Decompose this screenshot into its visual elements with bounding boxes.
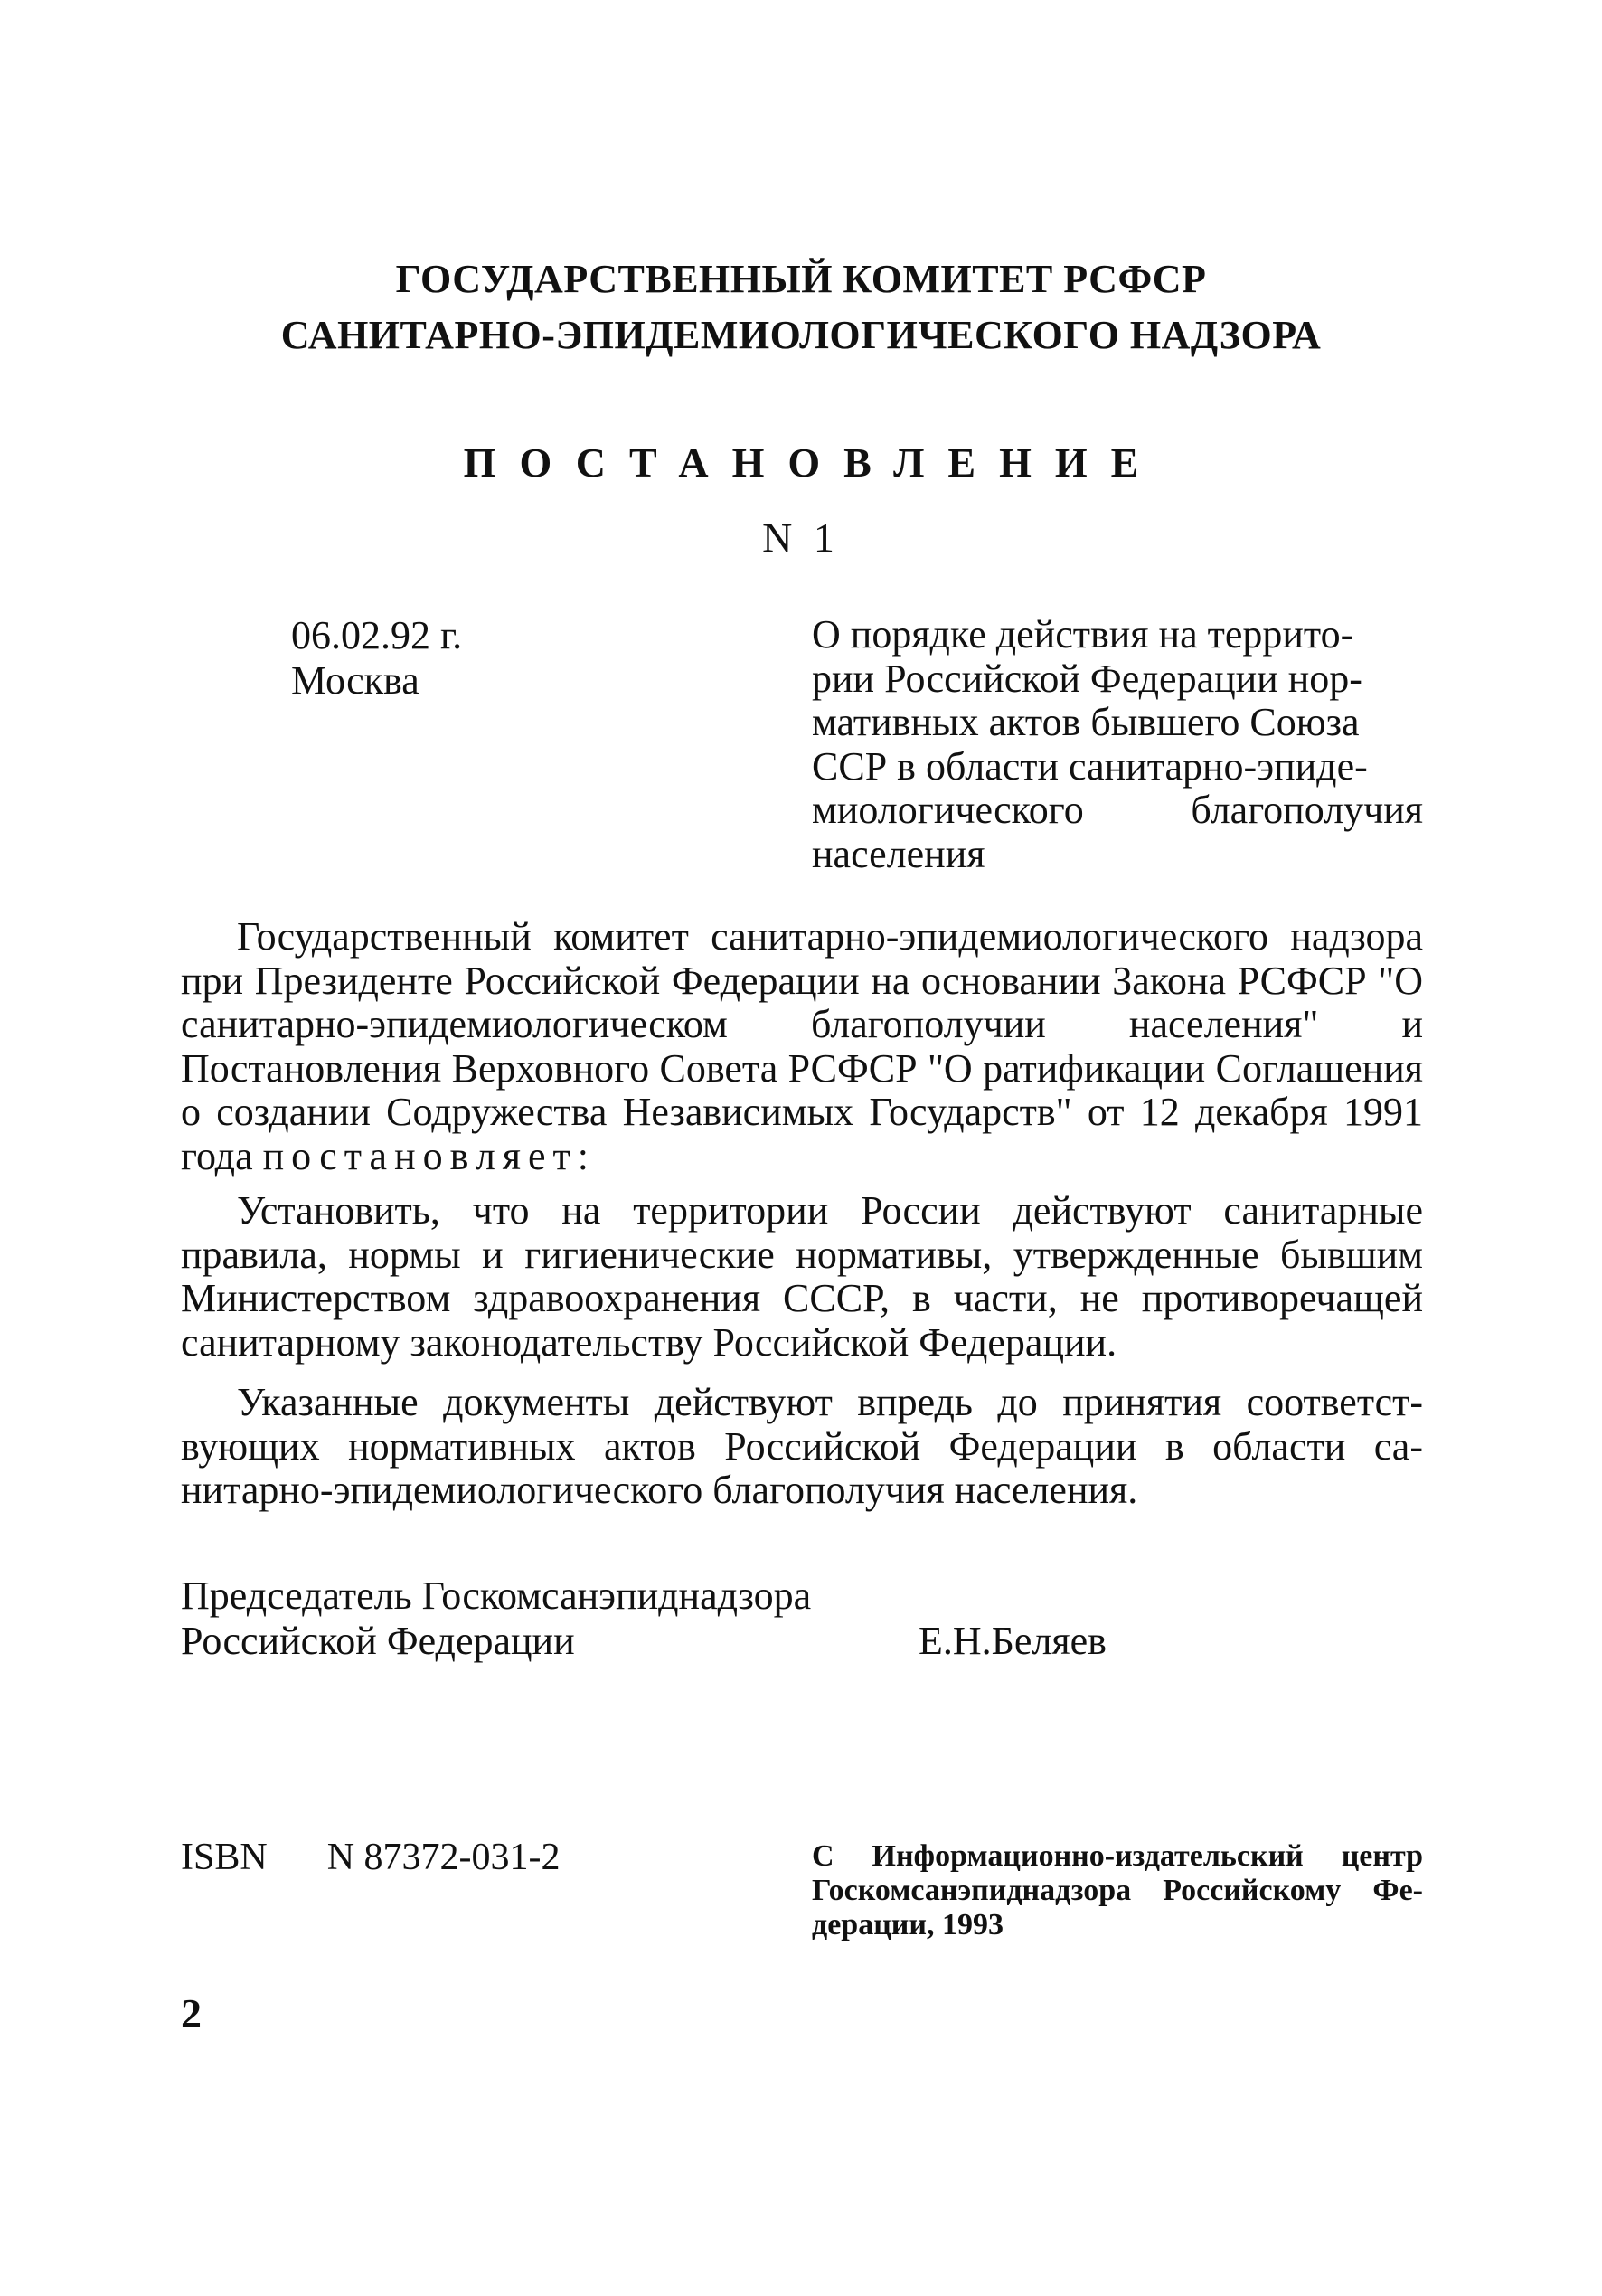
decree-word: постановляет: — [262, 1133, 596, 1178]
subject-line: О порядке действия на террито- — [812, 612, 1354, 657]
isbn-number: N 87372-031-2 — [326, 1837, 561, 1878]
copyright-notice: С Информационно-издательский центр Госкомсанэпиднадзора Российскому Федерации, 1993 — [812, 1839, 1423, 1942]
subject-line: населения — [812, 831, 985, 876]
body-paragraph-preamble — [181, 915, 1423, 1178]
body-paragraph: Указанные документы действуют впредь до принятия соответствующих нормативных актов Российской Федерации в области санитарно-эпидемиологического благополучия населения. — [181, 1380, 1423, 1512]
signature-title-line-1: Председатель Госкомсанэпиднадзора — [181, 1573, 812, 1618]
date-place-block — [291, 613, 462, 704]
organization-line-1: ГОСУДАРСТВЕННЫЙ КОМИТЕТ РСФСР — [395, 257, 1207, 301]
isbn-block — [181, 1836, 561, 1879]
document-body — [181, 915, 1423, 1529]
preamble-text: Государственный комитет санитарно-эпидемиологического надзора при Президенте Российской Федерации на основании Закона РСФСР "О санитарно-эпидемиологическом благополучии населения" и Постановления Верховного Совета РСФСР "О ратификации Соглашения о создании Содружества Независимых Государств" от 12 декабря 1991 года — [181, 914, 1423, 1178]
document-number: N 1 — [762, 515, 840, 561]
document-type-title: ПОСТАНОВЛЕНИЕ — [463, 439, 1163, 486]
organization-line-2: САНИТАРНО-ЭПИДЕМИОЛОГИЧЕСКОГО НАДЗОРА — [280, 313, 1322, 357]
signature-title-line-2: Российской Федерации — [181, 1619, 575, 1663]
document-subject — [812, 613, 1423, 876]
signer-name: Е.Н.Беляев — [919, 1619, 1107, 1663]
subject-line: миологического благополучия — [812, 788, 1423, 832]
page-number: 2 — [181, 1990, 202, 2036]
document-place: Москва — [291, 658, 419, 703]
signature-title — [181, 1573, 811, 1664]
subject-line: ССР в области санитарно-эпиде- — [812, 743, 1368, 789]
subject-line: мативных актов бывшего Союза — [812, 700, 1360, 744]
organization-header — [181, 251, 1421, 364]
body-paragraph: Установить, что на территории России действуют санитарные правила, нормы и гигиенические нормативы, утвержденные бывшим Министерством здравоохранения СССР, в части, не противоречащей санитарному законодательству Российской Федерации. — [181, 1188, 1423, 1365]
subject-line: рии Российской Федерации нор- — [812, 656, 1362, 701]
document-date: 06.02.92 г. — [291, 613, 463, 657]
isbn-label: ISBN — [181, 1837, 268, 1878]
